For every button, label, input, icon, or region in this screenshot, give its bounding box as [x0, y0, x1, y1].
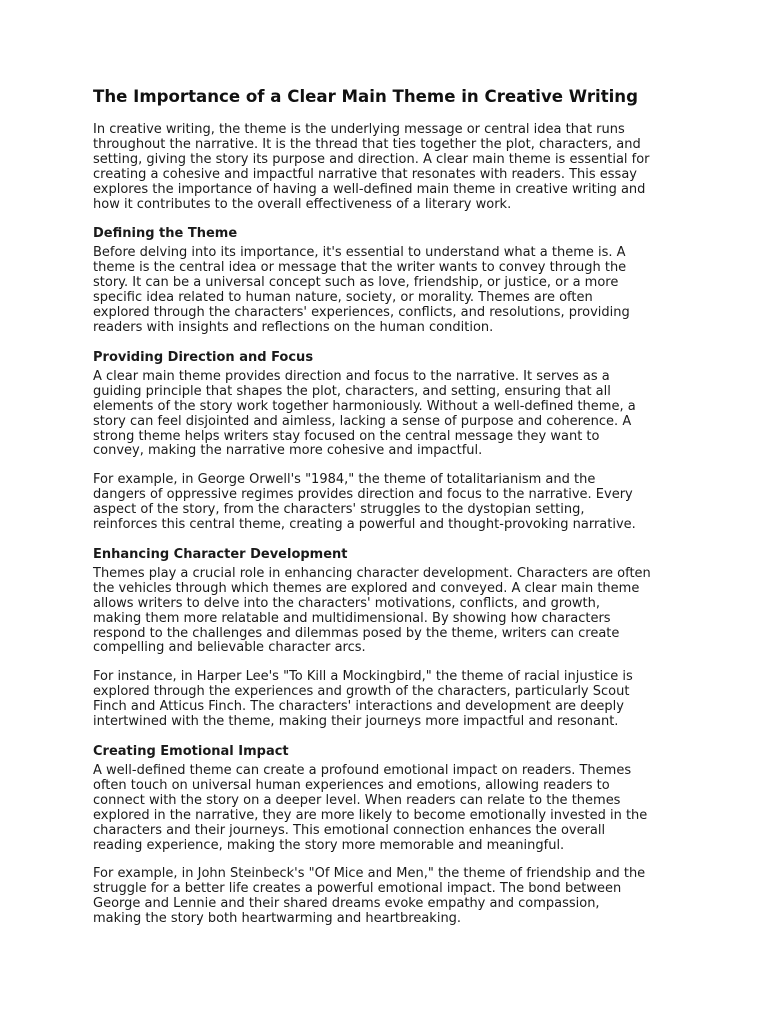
text-line: aspect of the story, from the characters' struggles to the dystopian setting, — [93, 502, 585, 518]
text-line: A clear main theme provides direction and focus to the narrative. It serves as a — [93, 368, 610, 384]
text-line: compelling and believable character arcs. — [93, 640, 366, 656]
body-paragraph — [93, 670, 685, 730]
text-line: struggle for a better life creates a powerful emotional impact. The bond between — [93, 881, 622, 897]
text-line: explored in the narrative, they are more likely to become emotionally invested in the — [93, 807, 648, 823]
section-heading: Enhancing Character Development — [93, 546, 348, 562]
text-line: For example, in George Orwell's "1984," the theme of totalitarianism and the — [93, 472, 596, 488]
text-line: story can feel disjointed and aimless, lacking a sense of purpose and coherence. A — [93, 413, 632, 429]
text-line: For instance, in Harper Lee's "To Kill a Mockingbird," the theme of racial injustice is — [93, 669, 633, 685]
text-line: making the story both heartwarming and heartbreaking. — [93, 911, 462, 927]
text-line: throughout the narrative. It is the thread that ties together the plot, characters, and — [93, 136, 641, 152]
text-line: For example, in John Steinbeck's "Of Mice and Men," the theme of friendship and the — [93, 866, 646, 882]
text-line: theme is the central idea or message that the writer wants to convey through the — [93, 260, 627, 276]
body-paragraph — [93, 764, 685, 853]
section-heading: Providing Direction and Focus — [93, 349, 314, 365]
text-line: making them more relatable and multidimensional. By showing how characters — [93, 610, 611, 626]
text-line: intertwined with the theme, making their journeys more impactful and resonant. — [93, 714, 619, 730]
section-heading: Defining the Theme — [93, 226, 238, 242]
text-line: reinforces this central theme, creating a powerful and thought-provoking narrative. — [93, 517, 636, 533]
text-line: Themes play a crucial role in enhancing character development. Characters are often — [93, 565, 651, 581]
text-line: convey, making the narrative more cohesive and impactful. — [93, 443, 483, 459]
body-paragraph — [93, 567, 685, 656]
text-line: dangers of oppressive regimes provides direction and focus to the narrative. Every — [93, 487, 633, 503]
body-paragraph — [93, 867, 685, 927]
text-line: respond to the challenges and dilemmas posed by the theme, writers can create — [93, 625, 620, 641]
text-line: characters and their journeys. This emotional connection enhances the overall — [93, 822, 606, 838]
text-line: connect with the story on a deeper level. When readers can relate to the themes — [93, 792, 621, 808]
body-paragraph — [93, 246, 685, 335]
section-defining-the-theme — [93, 226, 685, 335]
text-line: strong theme helps writers stay focused on the central message they want to — [93, 428, 600, 444]
text-line: reading experience, making the story more memorable and meaningful. — [93, 837, 565, 853]
text-line: story. It can be a universal concept such as love, friendship, or justice, or a more — [93, 275, 619, 291]
text-line: setting, giving the story its purpose and direction. A clear main theme is essential for — [93, 151, 650, 167]
text-line: explored through the characters' experiences, conflicts, and resolutions, providing — [93, 305, 630, 321]
text-line: explored through the experiences and growth of the characters, particularly Scout — [93, 684, 630, 700]
text-line: In creative writing, the theme is the underlying message or central idea that runs — [93, 122, 625, 137]
text-line: specific idea related to human nature, society, or morality. Themes are often — [93, 290, 593, 306]
text-line: allows writers to delve into the characters' motivations, conflicts, and growth, — [93, 595, 601, 611]
document-page — [93, 86, 685, 941]
section-heading: Creating Emotional Impact — [93, 744, 289, 759]
text-line: Before delving into its importance, it's essential to understand what a theme is. A — [93, 245, 626, 261]
text-line: George and Lennie and their shared dreams evoke empathy and compassion, — [93, 896, 600, 912]
text-line: readers with insights and reflections on the human condition. — [93, 319, 494, 335]
text-line: guiding principle that shapes the plot, characters, and setting, ensuring that all — [93, 383, 611, 399]
body-paragraph — [93, 473, 685, 533]
text-line: Finch and Atticus Finch. The characters' interactions and development are deeply — [93, 699, 624, 715]
section-providing-direction — [93, 350, 685, 533]
section-enhancing-character — [93, 547, 685, 730]
section-creating-emotional-impact — [93, 744, 685, 927]
text-line: the vehicles through which themes are explored and conveyed. A clear main theme — [93, 580, 640, 596]
text-line: A well-defined theme can create a profound emotional impact on readers. Themes — [93, 763, 632, 778]
body-paragraph — [93, 370, 685, 459]
text-line: elements of the story work together harmoniously. Without a well-defined theme, a — [93, 398, 636, 414]
document-title: The Importance of a Clear Main Theme in Creative Writing — [93, 87, 639, 106]
text-line: explores the importance of having a well-defined main theme in creative writing and — [93, 181, 646, 197]
text-line: creating a cohesive and impactful narrative that resonates with readers. This essay — [93, 166, 637, 182]
text-line: often touch on universal human experiences and emotions, allowing readers to — [93, 777, 610, 793]
text-line: how it contributes to the overall effectiveness of a literary work. — [93, 196, 512, 212]
intro-paragraph — [93, 123, 685, 212]
